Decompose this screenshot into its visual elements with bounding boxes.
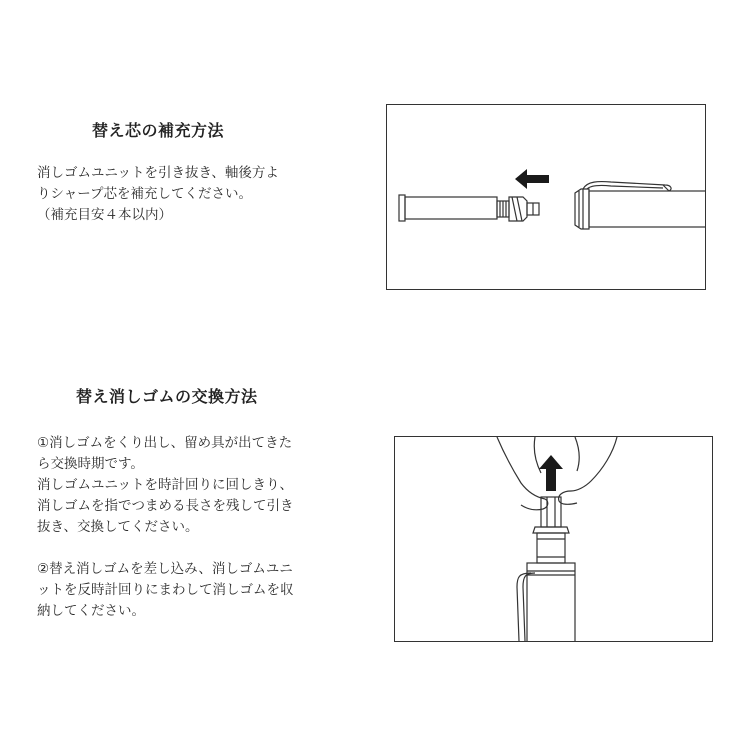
refill-line-2: りシャープ芯を補充してください。: [37, 186, 253, 202]
refill-section-title: 替え芯の補充方法: [92, 121, 225, 140]
eraser-unit-drawing: [399, 195, 539, 221]
pull-arrow-up: [539, 455, 563, 491]
eraser-step2-line-3: 納してください。: [37, 603, 145, 619]
eraser-pinch-drawing: [395, 437, 712, 641]
eraser-illustration: [394, 436, 713, 642]
eraser-section-title: 替え消しゴムの交換方法: [76, 387, 258, 406]
eraser-step2-line-2: ットを反時計回りにまわして消しゴムを収: [37, 582, 294, 598]
pen-body-drawing: [575, 182, 705, 229]
paragraph-gap: [37, 538, 294, 559]
pull-arrow-left: [515, 169, 549, 189]
refill-illustration: [386, 104, 706, 290]
refill-line-3: （補充目安４本以内）: [37, 207, 172, 223]
right-hand: [559, 437, 617, 504]
eraser-stick: [541, 497, 561, 527]
eraser-step1-line-4: 消しゴムを指でつまめる長さを残して引き: [37, 498, 294, 514]
left-hand: [497, 437, 548, 510]
refill-line-1: 消しゴムユニットを引き抜き、軸後方よ: [37, 165, 279, 181]
eraser-step1-line-1: ①消しゴムをくり出し、留め具が出てきた: [37, 435, 293, 451]
eraser-step1-line-2: ら交換時期です。: [37, 456, 144, 472]
refill-instructions: [37, 163, 279, 226]
pen-disassembly-drawing: [387, 105, 705, 289]
eraser-step1-line-3: 消しゴムユニットを時計回りに回しきり、: [37, 477, 293, 493]
eraser-step2-line-1: ②替え消しゴムを差し込み、消しゴムユニ: [37, 561, 293, 577]
eraser-instructions: [37, 433, 294, 622]
eraser-step1-line-5: 抜き、交換してください。: [37, 519, 199, 535]
